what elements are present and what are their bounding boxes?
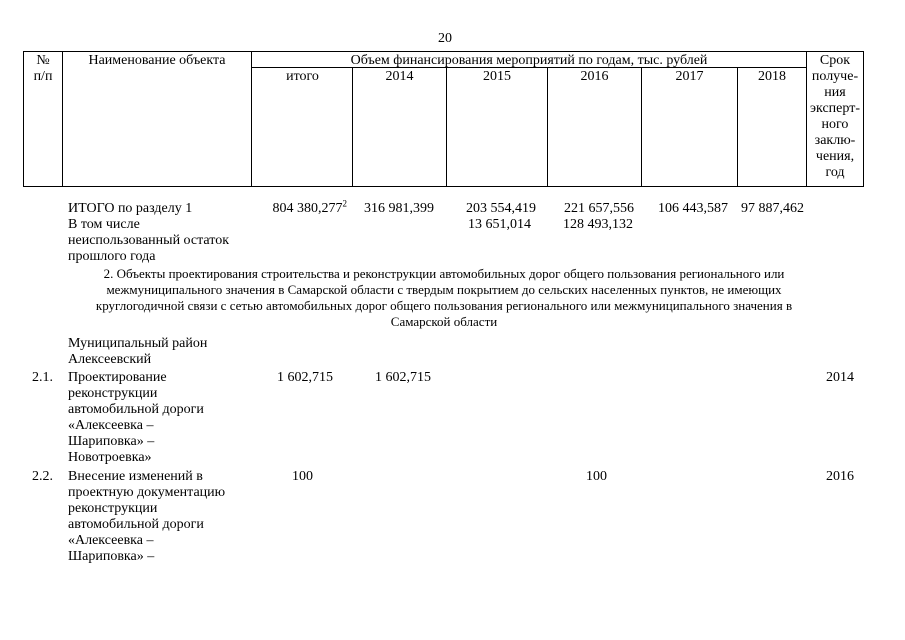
row-2014: 1 602,715 bbox=[375, 370, 431, 385]
header-col-number: № п/п bbox=[33, 53, 53, 84]
summary-incl-2016: 128 493,132 bbox=[563, 217, 633, 232]
row-object-name: Проектирование реконструкции автомобильной дороги «Алексеевка – Шариповка» – Новотроевка» bbox=[68, 370, 204, 465]
summary-incl-2015: 13 651,014 bbox=[468, 217, 531, 232]
row-number: 2.2. bbox=[32, 469, 53, 484]
row-term: 2016 bbox=[826, 469, 854, 484]
header-year-2017: 2017 bbox=[675, 69, 704, 84]
row-total: 100 bbox=[292, 469, 313, 484]
page-number: 20 bbox=[438, 31, 452, 46]
summary-total-2018: 97 887,462 bbox=[741, 201, 804, 216]
summary-total-2017: 106 443,587 bbox=[658, 201, 728, 216]
district-label: Муниципальный район Алексеевский bbox=[68, 336, 208, 367]
header-year-2014: 2014 bbox=[385, 69, 414, 84]
header-col-name: Наименование объекта bbox=[88, 53, 226, 68]
row-number: 2.1. bbox=[32, 370, 53, 385]
row-total: 1 602,715 bbox=[277, 370, 333, 385]
header-col-funding: Объем финансирования мероприятий по годам, тыс. рублей bbox=[350, 53, 708, 68]
header-col-total: итого bbox=[286, 69, 319, 84]
header-year-2016: 2016 bbox=[580, 69, 609, 84]
row-term: 2014 bbox=[826, 370, 854, 385]
summary-total-2015: 203 554,419 bbox=[466, 201, 536, 216]
section-2-heading: 2. Объекты проектирования строительства и реконструкции автомобильных дорог общего пользования регионального или межмуниципального значения в Самарской области с твердым покрытием до сельских населенных пунктов, не имеющих круглогодичной связи с сетью автомобильных дорог общего пользования регионального или межмуниципального значения в Самарской области bbox=[95, 266, 793, 329]
header-col-term: Срок получе- ния эксперт- ного заклю- чения, год bbox=[810, 53, 860, 180]
summary-total-2014: 316 981,399 bbox=[364, 201, 434, 216]
header-year-2018: 2018 bbox=[758, 69, 786, 84]
summary-total-label: ИТОГО по разделу 1 bbox=[68, 201, 193, 216]
summary-total-value: 804 380,277$^2$ bbox=[272, 198, 347, 216]
summary-total-footnote: 2 bbox=[342, 198, 347, 209]
summary-incl-label: В том числе неиспользованный остаток прошлого года bbox=[68, 217, 229, 264]
header-year-2015: 2015 bbox=[483, 69, 511, 84]
row-2016: 100 bbox=[586, 469, 607, 484]
row-object-name: Внесение изменений в проектную документацию реконструкции автомобильной дороги «Алексеевка – Шариповка» – bbox=[68, 469, 226, 564]
summary-total-2016: 221 657,556 bbox=[564, 201, 634, 216]
